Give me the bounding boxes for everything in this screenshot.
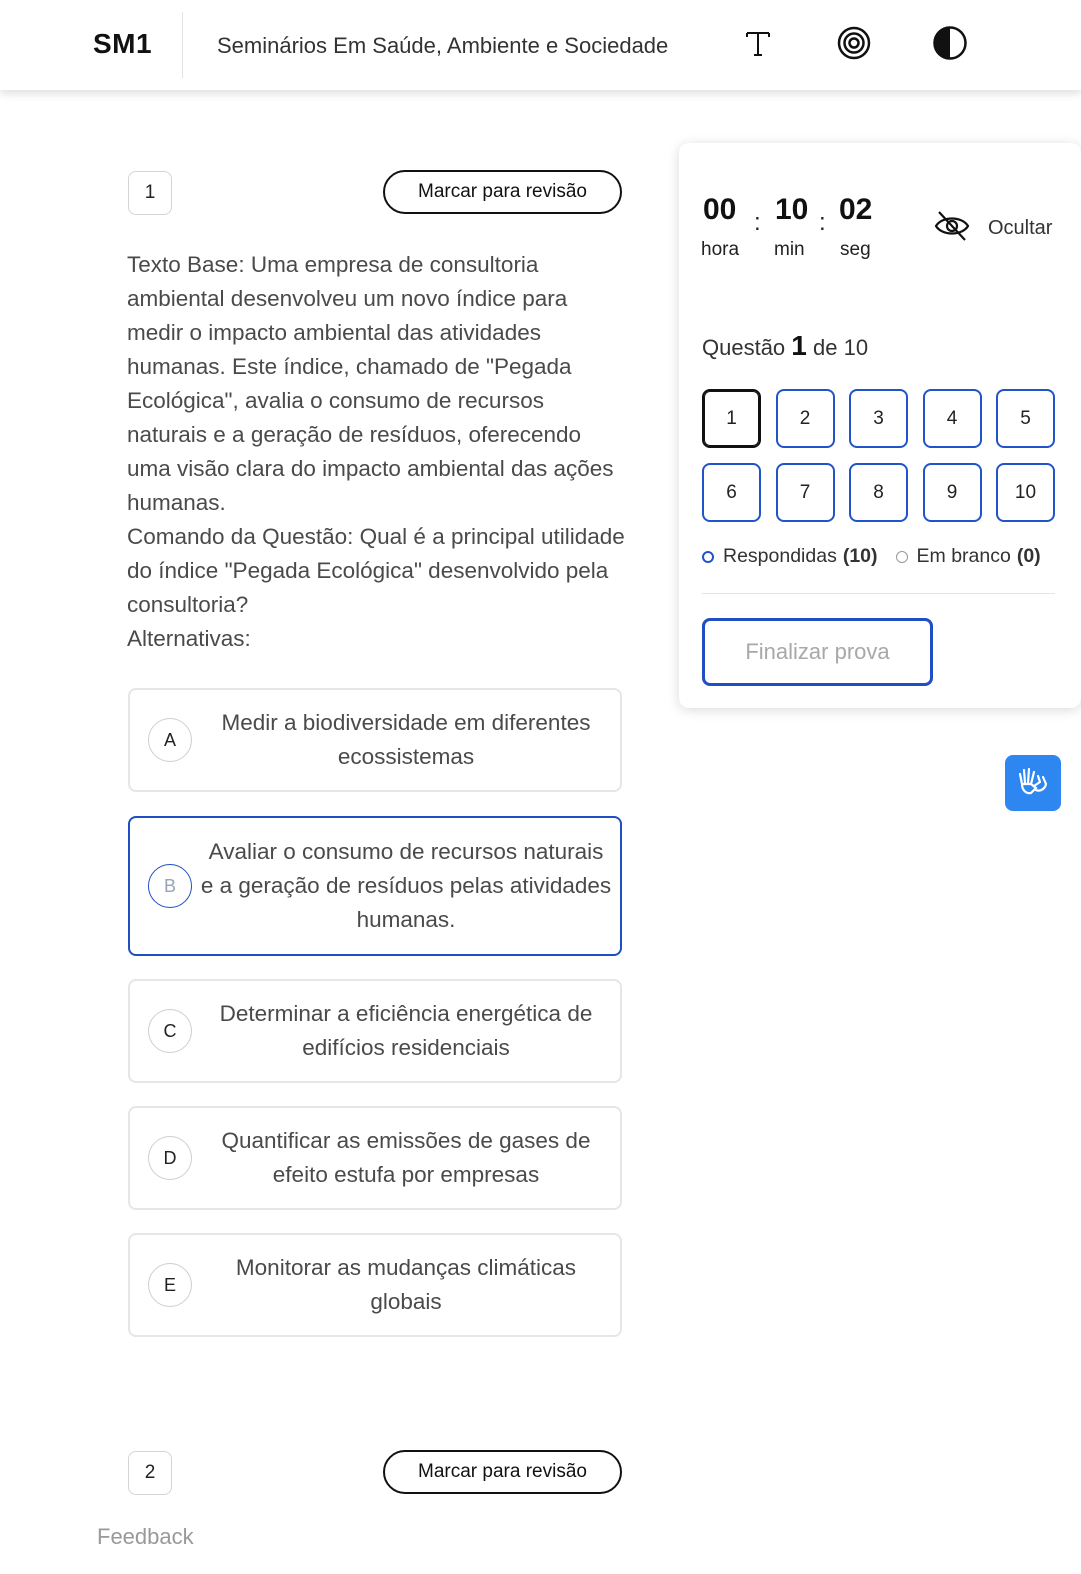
alternative-d[interactable] — [128, 1106, 622, 1210]
top-header — [0, 0, 1081, 90]
exam-side-panel — [679, 143, 1081, 708]
question-text — [127, 248, 627, 656]
question-counter-current: 1 — [791, 330, 807, 361]
alternative-c[interactable] — [128, 979, 622, 1083]
question-nav-button[interactable]: 6 — [702, 463, 761, 522]
question-nav-button[interactable]: 3 — [849, 389, 908, 448]
timer-hours-label: hora — [701, 239, 740, 260]
alternative-text: Determinar a eficiência energética de edifícios residenciais — [219, 1001, 593, 1060]
alternative-e[interactable] — [128, 1233, 622, 1337]
finish-exam-button[interactable]: Finalizar prova — [702, 618, 933, 686]
question-nav-button[interactable]: 5 — [996, 389, 1055, 448]
alternative-letter: E — [148, 1263, 192, 1307]
hide-timer-label: Ocultar — [988, 217, 1053, 239]
course-title: Seminários Em Saúde, Ambiente e Sociedade — [217, 33, 669, 58]
alternative-text: Quantificar as emissões de gases de efeito estufa por empresas — [221, 1128, 591, 1187]
alternatives-label: Alternativas: — [127, 626, 251, 651]
contrast-icon[interactable] — [929, 22, 971, 64]
text-size-icon[interactable] — [737, 22, 779, 64]
target-icon[interactable] — [833, 22, 875, 64]
timer-minutes: 10 — [775, 193, 809, 226]
answered-count: (10) — [842, 545, 878, 567]
question-navigation-grid — [702, 389, 1055, 522]
question-nav-button[interactable]: 7 — [776, 463, 835, 522]
answered-label: Respondidas — [723, 545, 837, 567]
course-code-logo: SM1 — [93, 28, 153, 59]
timer-minutes-label: min — [774, 239, 805, 260]
panel-divider — [702, 593, 1055, 594]
question-nav-button[interactable]: 4 — [923, 389, 982, 448]
timer-separator: : — [754, 209, 761, 236]
mark-for-review-button[interactable]: Marcar para revisão — [383, 170, 622, 214]
question-number-badge: 1 — [128, 171, 172, 215]
alternative-b[interactable] — [128, 816, 622, 956]
question-number-badge: 2 — [128, 1451, 172, 1495]
blank-dot-icon — [896, 551, 908, 563]
alternative-letter: C — [148, 1009, 192, 1053]
alternative-a[interactable] — [128, 688, 622, 792]
alternative-text: Medir a biodiversidade em diferentes ecossistemas — [221, 710, 591, 769]
sign-language-hands-icon — [1016, 764, 1050, 803]
header-divider — [182, 12, 183, 78]
sign-language-button[interactable] — [1005, 755, 1061, 811]
hide-timer-button[interactable] — [934, 209, 1052, 248]
alternative-text: Monitorar as mudanças climáticas globais — [235, 1255, 577, 1314]
answer-status-legend — [702, 545, 1041, 568]
alternative-letter: D — [148, 1136, 192, 1180]
timer-seconds: 02 — [839, 193, 873, 226]
question-counter-prefix: Questão — [702, 335, 786, 360]
eye-off-icon — [934, 209, 970, 248]
question-nav-button[interactable]: 9 — [923, 463, 982, 522]
timer-separator: : — [819, 209, 826, 236]
question-nav-button[interactable]: 8 — [849, 463, 908, 522]
alternative-text: Avaliar o consumo de recursos naturais e a geração de resíduos pelas atividades humanas. — [200, 839, 612, 932]
answered-dot-icon — [702, 551, 714, 563]
feedback-link[interactable]: Feedback — [97, 1524, 194, 1549]
blank-label: Em branco — [916, 545, 1011, 567]
question-nav-button[interactable]: 2 — [776, 389, 835, 448]
alternative-letter: A — [148, 718, 192, 762]
timer-hours: 00 — [703, 193, 737, 226]
timer-seconds-label: seg — [840, 239, 871, 260]
blank-count: (0) — [1016, 545, 1041, 567]
question-counter — [702, 330, 868, 362]
question-nav-button[interactable]: 1 — [702, 389, 761, 448]
question-counter-suffix: de 10 — [813, 335, 869, 360]
question-command-text: Comando da Questão: Qual é a principal utilidade do índice "Pegada Ecológica" desenvolvido pela consultoria? — [127, 524, 625, 617]
question-base-text: Texto Base: Uma empresa de consultoria ambiental desenvolveu um novo índice para medir o impacto ambiental das atividades humanas. Este índice, chamado de "Pegada Ecológica", avalia o consumo de recursos naturais e a geração de resíduos, oferecendo uma visão clara do impacto ambiental das ações humanas. — [127, 252, 614, 515]
alternative-letter: B — [148, 864, 192, 908]
question-nav-button[interactable]: 10 — [996, 463, 1055, 522]
mark-for-review-button[interactable]: Marcar para revisão — [383, 1450, 622, 1494]
